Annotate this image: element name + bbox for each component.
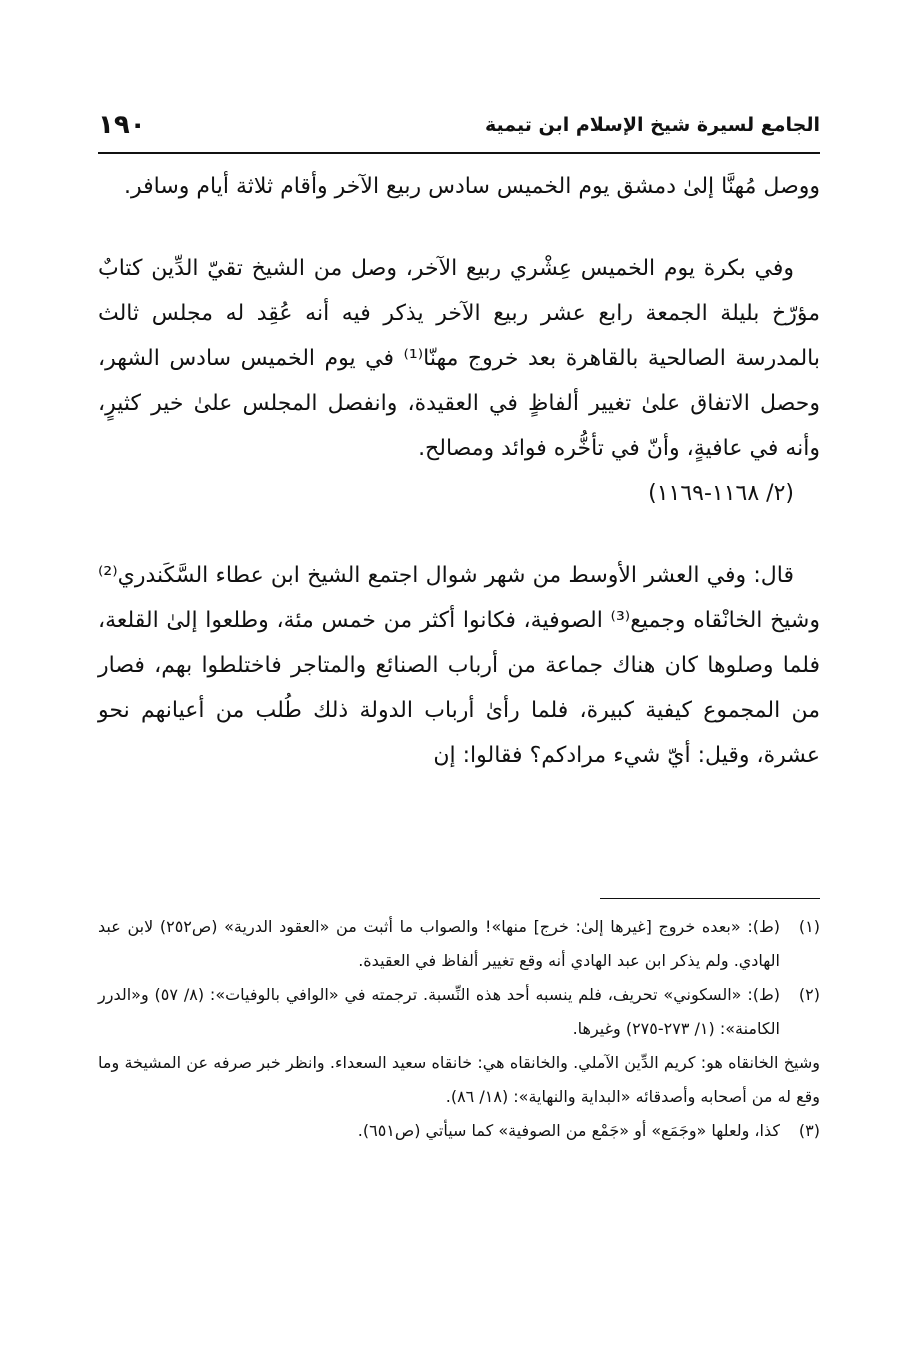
paragraph-3: قال: وفي العشر الأوسط من شهر شوال اجتمع الشيخ ابن عطاء السَّكَندري⁽²⁾ وشيخ الخانْقاه وجميع⁽³⁾ الصوفية، فكانوا أكثر من خمس مئة، وطلعوا إلىٰ القلعة، فلما وصلوها كان هناك جماعة من أرباب الصنائع والمتاجر فاختلطوا بهم، فصار من المجموع كيفية كبيرة، فلما رأىٰ أرباب الدولة ذلك طُلب من أعيانهم نحو عشرة، وقيل: أيّ شيء مرادكم؟ فقالوا: إن [98, 563, 820, 768]
page-number: ١٩٠ [98, 110, 146, 140]
footnote-2 [98, 978, 820, 1046]
footnote-3 [98, 1114, 820, 1148]
footnote-text: (ط): «بعده خروج [غيرها إلىٰ: خرج] منها»! والصواب ما أثبت من «العقود الدرية» (ص٢٥٢) لابن عبد الهادي. ولم يذكر ابن عبد الهادي أنه وقع تغيير ألفاظ في العقيدة. [98, 917, 780, 970]
footnote-1 [98, 910, 820, 978]
footnote-text: كذا، ولعلها «وجَمَع» أو «جَمْع من الصوفية» كما سيأتي (ص٦٥١). [357, 1121, 780, 1140]
footnote-number: (٣) [798, 1121, 820, 1140]
footnote-number: (١) [798, 917, 820, 936]
volume-page-reference: (٢/ ١١٦٨-١١٦٩) [648, 481, 794, 506]
paragraph-2-text: وفي بكرة يوم الخميس عِشْري ربيع الآخر، وصل من الشيخ تقيّ الدِّين كتابٌ مؤرّخ بليلة الجمعة رابع عشر ربيع الآخر يذكر فيه أنه عُقِد له مجلس ثالث بالمدرسة الصالحية بالقاهرة بعد خروج مهنّا⁽¹⁾ في يوم الخميس سادس الشهر، وحصل الاتفاق علىٰ تغيير ألفاظٍ في العقيدة، وانفصل المجلس علىٰ خير كثيرٍ، وأنه في عافيةٍ، وأنّ في تأخُّره فوائد ومصالح. [98, 256, 820, 461]
header-rule [98, 152, 820, 154]
main-text [98, 164, 820, 778]
running-header [98, 108, 820, 156]
footnote-text: (ط): «السكوني» تحريف، فلم ينسبه أحد هذه النِّسبة. ترجمته في «الوافي بالوفيات»: (٨/ ٥٧) و«الدرر الكامنة»: (١/ ٢٧٣-٢٧٥) وغيرها. [98, 985, 780, 1038]
footnote-separator [600, 898, 820, 899]
paragraph-2 [98, 246, 820, 516]
footnote-2-continuation: وشيخ الخانقاه هو: كريم الدِّين الآملي. والخانقاه هي: خانقاه سعيد السعداء. وانظر خبر صرفه عن المشيخة وما وقع له من أصحابه وأصدقائه «البداية والنهاية»: (١٨/ ٨٦). [98, 1053, 820, 1106]
book-title: الجامع لسيرة شيخ الإسلام ابن تيمية [484, 114, 820, 136]
footnote-number: (٢) [798, 985, 820, 1004]
paragraph-1: ووصل مُهنَّا إلىٰ دمشق يوم الخميس سادس ربيع الآخر وأقام ثلاثة أيام وسافر. [123, 174, 820, 199]
footnotes [98, 910, 820, 1148]
